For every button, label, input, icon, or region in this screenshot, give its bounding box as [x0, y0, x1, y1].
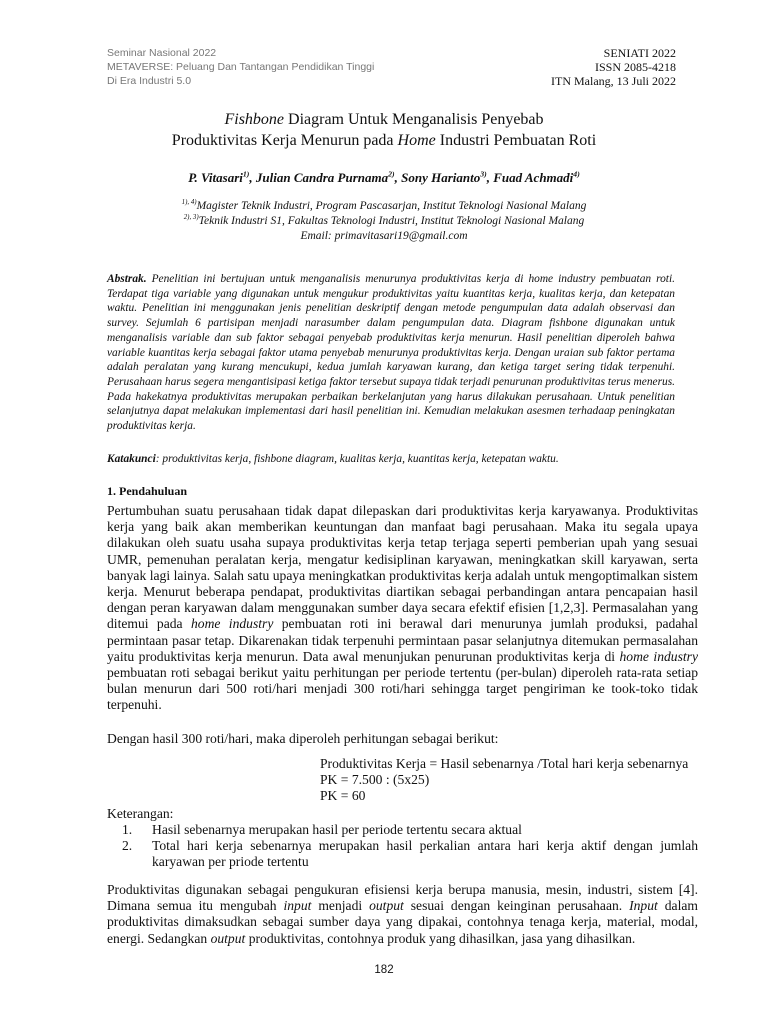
author-sup: 3): [480, 169, 487, 179]
formula-line: PK = 60: [320, 788, 366, 804]
text-run-italic: output: [210, 930, 246, 946]
text-run: pembuatan roti sebagai berikut yaitu perhitungan per periode tertentu (per-bulan) diperoleh rata-rata setiap bulan menurun dari 500 roti/hari menjadi 300 roti/hari sehingga target pengiriman ke took-toko tidak terpenuhi.: [107, 665, 698, 713]
text-run: produktivitas, contohnya produk yang dihasilkan, jasa yang dihasilkan.: [245, 930, 636, 946]
text-run: dalam produktivitas dimaksudkan sebagai sumber daya yang dipakai, contohnya tenaga kerja, material, modal, energi. Sedangkan: [107, 898, 698, 946]
title-line-1: [100, 109, 668, 130]
affiliation-line: [100, 199, 668, 214]
text-run: menjadi: [311, 898, 370, 914]
header-right-line: ITN Malang, 13 Juli 2022: [551, 74, 676, 88]
text-run-italic: input: [283, 898, 312, 914]
author-name: P. Vitasari: [188, 170, 243, 185]
affiliation-sup: 2), 3): [183, 214, 199, 222]
header-left-line: Di Era Industri 5.0: [107, 75, 192, 87]
paper-title: [100, 109, 668, 151]
intro-paragraph-2: Dengan hasil 300 roti/hari, maka diperoleh perhitungan sebagai berikut:: [107, 731, 499, 746]
title-text: Produktivitas Kerja Menurun pada: [171, 132, 398, 149]
text-run: pembuatan roti ini berawal dari menurunya jumlah produksi, padahal permintaan pasar tetap. Dikarenakan tidak terpenuhi permintaan pasar selanjutnya ditemukan permasalahan yaitu produktivitas kerja menurun. Data awal menunjukan penurunan produktivitas kerja di: [107, 616, 698, 664]
keterangan-label: Keterangan:: [107, 806, 174, 821]
formula-line: PK = 7.500 : (5x25): [320, 772, 430, 788]
abstract-label: Abstrak.: [107, 273, 147, 285]
keterangan-list: [122, 822, 698, 871]
running-header-right: [551, 46, 676, 88]
intro-paragraph-1: [107, 503, 698, 714]
title-emphasis: Fishbone: [224, 111, 285, 128]
formula-block: [320, 756, 688, 805]
affiliation-line: [100, 214, 668, 229]
header-left-line: METAVERSE: Peluang Dan Tantangan Pendidikan Tinggi: [107, 61, 375, 73]
author-name: , Sony Harianto: [394, 170, 481, 185]
list-item: [122, 822, 698, 838]
text-run-italic: Input: [629, 898, 658, 914]
intro-paragraph-3: [107, 882, 698, 947]
title-line-2: [100, 130, 668, 151]
text-run: Produktivitas digunakan sebagai pengukuran efisiensi kerja berupa manusia, mesin, industri, sistem [4]. Dimana semua itu mengubah: [107, 882, 698, 914]
list-number: 2.: [122, 838, 133, 854]
list-text: Hasil sebenarnya merupakan hasil per periode tertentu secara aktual: [152, 822, 522, 837]
title-emphasis: Home: [397, 132, 436, 149]
page-number: 182: [374, 964, 394, 976]
section-heading: 1. Pendahuluan: [107, 484, 188, 498]
list-item: [122, 838, 698, 870]
affiliation-sup: 1), 4): [181, 199, 197, 207]
abstract-text: Penelitian ini bertujuan untuk menganalisis menurunya produktivitas kerja di home industry pembuatan roti. Terdapat tiga variable yang digunakan untuk mengukur produktivitas yaitu kuantitas kerja, kualitas kerja, dan ketepatan waktu. Penelitian ini menggunakan jenis penelitian deskriptif dengan metode pengumpulan data adalah observasi dan survey. Sejumlah 6 partisipan menjadi narasumber dalam pengumpulan data. Diagram fishbone digunakan untuk menganalisis variable dan sub faktor sebagai penyebab produktivitas kerja menurun. Hasil penelitian diperoleh bahwa variable kuantitas kerja sebagai faktor utama penyebab menurunya produktivitas kerja. Dengan uraian sub faktor pertama adalah peralatan yang kurang mencukupi, kedua jumlah karyawan kurang, dan ketiga target sering tidak terpenuhi. Perusahaan harus segera mengantisipasi ketiga faktor tersebut supaya tidak terjadi penurunan produktivitas terus menerus. Pada hakekatnya produktivitas merupakan perbaikan berkelanjutan yang harus dilakukan perusahaan. Untuk penelitian selanjutnya dapat melakukan implementasi dari hasil penelitian ini. Kemudian melakukan asesmen terhadaap peningkatan produktivitas kerja.: [107, 273, 675, 433]
affiliations: [100, 199, 668, 244]
header-right-line: ISSN 2085-4218: [594, 60, 676, 74]
abstract: [107, 272, 675, 434]
text-run-italic: output: [369, 898, 404, 914]
author-name: , Julian Candra Purnama: [249, 170, 389, 185]
text-run: Pertumbuhan suatu perusahaan tidak dapat dilepaskan dari produktivitas kerja karyawanya. Produktivitas kerja yang baik akan memberikan keuntungan dan manfaat bagi perusahaan. Maka itu segala upaya dilakukan oleh suatu usaha supaya produktivitas kerja tetap terjaga seperti pemberian upah yang sesuai UMR, pemenuhan peralatan kerja, mengatur kedisiplinan karyawan, meningkatkan skill karyawan, serta banyak lagi lainya. Salah satu upaya meningkatkan produktivitas kerja adalah untuk mengoptimalkan sistem kerja. Menurut beberapa pendapat, produktivitas diartikan sebagai perbandingan antara pencapaian hasil dengan peran karyawan dalam menggunakan sumber daya secara efektif efisien [1,2,3]. Permasalahan yang ditemui pada: [107, 503, 698, 632]
text-run: sesuai dengan keinginan perusahaan.: [403, 898, 630, 914]
formula-line: Produktivitas Kerja = Hasil sebenarnya /Total hari kerja sebenarnya: [320, 756, 689, 771]
running-header-left: [107, 46, 374, 88]
author-email: Email: primavitasari19@gmail.com: [300, 230, 468, 242]
affiliation-text: Magister Teknik Industri, Program Pascasarjan, Institut Teknologi Nasional Malang: [196, 200, 587, 212]
title-text: Industri Pembuatan Roti: [435, 132, 597, 149]
author-sup: 4): [573, 169, 580, 179]
keywords-text: : produktivitas kerja, fishbone diagram, kualitas kerja, kuantitas kerja, ketepatan waktu.: [155, 453, 559, 465]
keywords-label: Katakunci: [107, 453, 156, 465]
author-list: [100, 170, 668, 186]
title-text: Diagram Untuk Menganalisis Penyebab: [284, 111, 544, 128]
list-text: Total hari kerja sebenarnya merupakan hasil perkalian antara hari kerja aktif dengan jumlah karyawan per priode tertentu: [152, 838, 698, 870]
affiliation-text: Teknik Industri S1, Fakultas Teknologi Industri, Institut Teknologi Nasional Malang: [198, 215, 585, 227]
keywords: [107, 452, 675, 467]
header-left-line: Seminar Nasional 2022: [107, 47, 217, 59]
author-sup: 1): [242, 169, 250, 179]
author-name: , Fuad Achmadi: [486, 170, 574, 185]
list-number: 1.: [122, 822, 133, 837]
author-sup: 2): [388, 169, 395, 179]
text-run-italic: home industry: [190, 616, 274, 632]
text-run-italic: home industry: [619, 648, 698, 664]
header-right-line: SENIATI 2022: [603, 46, 676, 60]
